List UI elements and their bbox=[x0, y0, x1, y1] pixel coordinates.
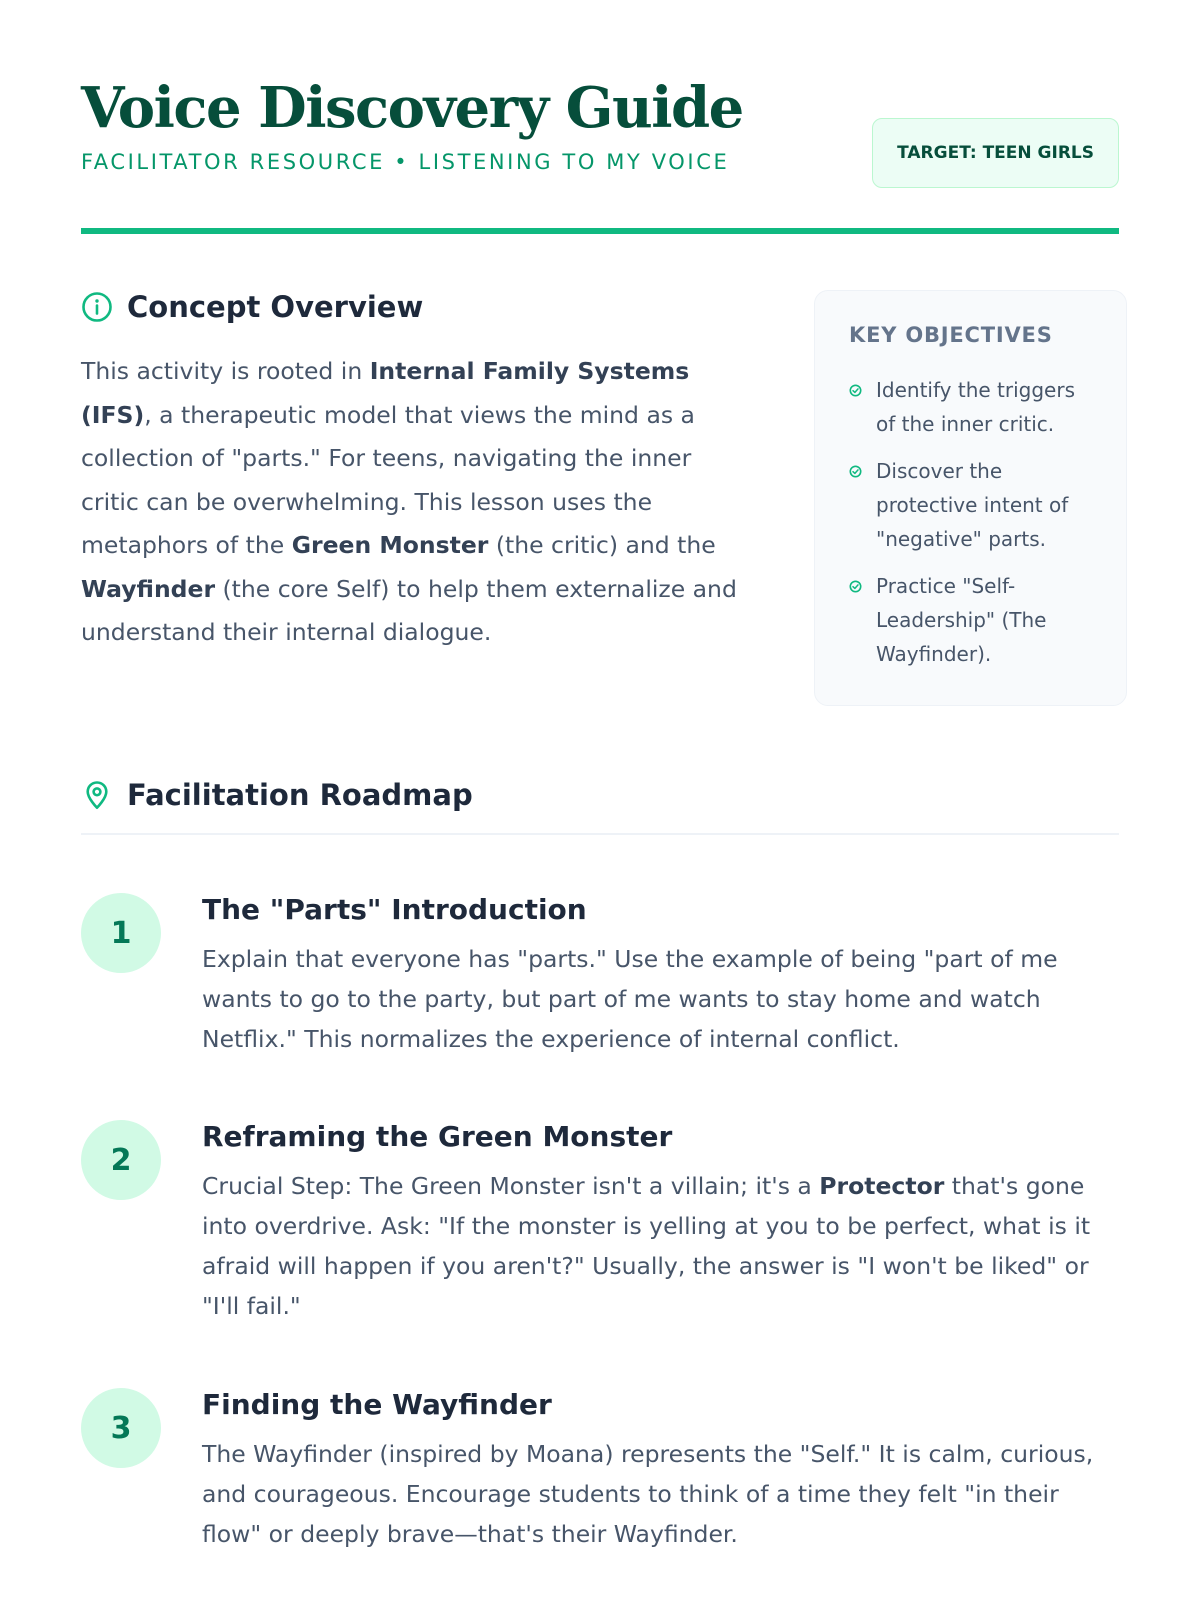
objective-item bbox=[849, 454, 1092, 556]
overview-text-part: , a therapeutic model that views the mind as a collection of "parts." For teens, navigating the inner critic can be overwhelming. This lesson uses the metaphors of the bbox=[81, 400, 695, 559]
step-number-badge: 3 bbox=[81, 1388, 161, 1468]
step-text-part: that's gone into overdrive. Ask: "If the monster is yelling at you to be perfect, what is it afraid will happen if you aren't?" Usually, the answer is "I won't be liked" or "I'll fail." bbox=[202, 1171, 1091, 1320]
step-text-part: Crucial Step: The Green Monster isn't a villain; it's a bbox=[202, 1171, 820, 1200]
step-description bbox=[202, 1434, 1119, 1554]
check-circle-icon bbox=[849, 465, 862, 478]
objective-item bbox=[849, 373, 1092, 441]
step-description bbox=[202, 1166, 1119, 1326]
roadmap-divider bbox=[81, 833, 1119, 835]
objective-text: Practice "Self-Leadership" (The Wayfinder). bbox=[876, 574, 1047, 666]
target-badge: TARGET: TEEN GIRLS bbox=[872, 118, 1119, 188]
page-subtitle: FACILITATOR RESOURCE • LISTENING TO MY VOICE bbox=[81, 149, 730, 174]
roadmap-step bbox=[81, 1120, 1119, 1326]
overview-text-part: (the core Self) to help them externalize and understand their internal dialogue. bbox=[81, 574, 737, 646]
key-objectives-card bbox=[814, 290, 1127, 706]
info-circle-icon bbox=[81, 291, 113, 323]
step-body bbox=[202, 1120, 1119, 1326]
objective-item bbox=[849, 569, 1092, 671]
overview-text-bold: Internal Family Systems (IFS) bbox=[81, 357, 690, 429]
page-title: Voice Discovery Guide bbox=[81, 75, 743, 141]
step-description bbox=[202, 939, 1119, 1059]
facilitation-roadmap-heading-text: Facilitation Roadmap bbox=[127, 778, 473, 812]
document-header bbox=[81, 75, 1119, 188]
step-title: The "Parts" Introduction bbox=[202, 893, 587, 926]
overview-text-bold: Green Monster bbox=[291, 531, 489, 559]
step-body bbox=[202, 893, 1119, 1059]
step-title: Reframing the Green Monster bbox=[202, 1120, 673, 1153]
overview-text-bold: Wayfinder bbox=[81, 574, 216, 603]
header-divider bbox=[81, 228, 1119, 234]
step-text-bold: Protector bbox=[819, 1171, 945, 1200]
step-text-part: The Wayfinder (inspired by Moana) represents the "Self." It is calm, curious, and courageous. Encourage students to think of a time they felt "in their flow" or deeply brave—that's their Wayfinder. bbox=[202, 1439, 1094, 1548]
key-objectives-title: KEY OBJECTIVES bbox=[849, 323, 1053, 347]
step-text-part: Explain that everyone has "parts." Use the example of being "part of me wants to go to the party, but part of me wants to stay home and watch Netflix." This normalizes the experience of internal conflict. bbox=[202, 944, 1058, 1053]
overview-text-part: This activity is rooted in bbox=[81, 357, 370, 385]
facilitation-roadmap-heading bbox=[81, 778, 1119, 812]
step-number-badge: 2 bbox=[81, 1120, 161, 1200]
concept-overview-section bbox=[81, 290, 741, 655]
title-block bbox=[81, 75, 743, 174]
objective-text: Discover the protective intent of "negative" parts. bbox=[876, 459, 1069, 551]
objective-text: Identify the triggers of the inner critic. bbox=[876, 378, 1075, 436]
roadmap-step bbox=[81, 893, 1119, 1059]
check-circle-icon bbox=[849, 580, 862, 593]
concept-overview-text bbox=[81, 350, 741, 655]
overview-text-part: (the critic) and the bbox=[488, 531, 716, 559]
concept-overview-heading bbox=[81, 290, 741, 324]
check-circle-icon bbox=[849, 384, 862, 397]
roadmap-step bbox=[81, 1388, 1119, 1554]
map-pin-icon bbox=[81, 779, 113, 811]
concept-overview-heading-text: Concept Overview bbox=[127, 290, 424, 324]
step-title: Finding the Wayfinder bbox=[202, 1388, 552, 1421]
step-number-badge: 1 bbox=[81, 893, 161, 973]
key-objectives-list bbox=[849, 373, 1092, 671]
step-body bbox=[202, 1388, 1119, 1554]
